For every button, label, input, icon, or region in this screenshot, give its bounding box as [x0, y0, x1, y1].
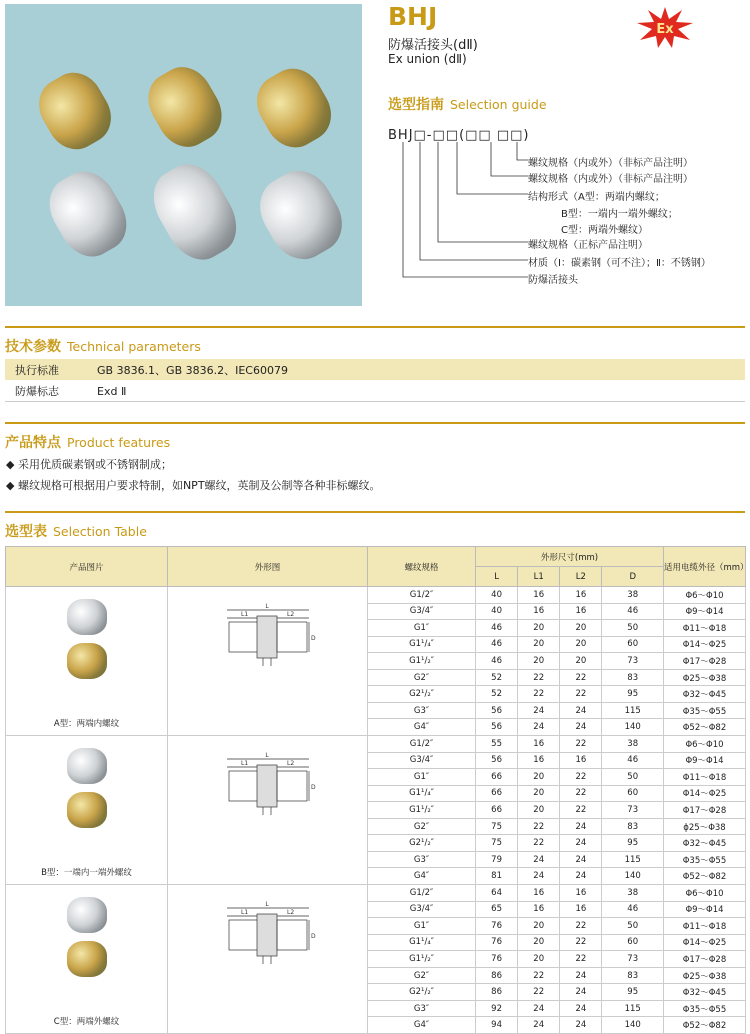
- table-cell: 73: [602, 802, 664, 819]
- table-cell: 16: [518, 587, 560, 604]
- table-cell: 20: [518, 769, 560, 786]
- table-cell: Φ25～Φ38: [664, 967, 746, 984]
- table-cell: G3/4″: [368, 901, 476, 918]
- table-row: [6, 885, 746, 902]
- table-cell: 60: [602, 785, 664, 802]
- table-cell: G3″: [368, 851, 476, 868]
- type-label: C型：两端外螺纹: [53, 1017, 120, 1027]
- table-cell: Φ52～Φ82: [664, 719, 746, 736]
- table-row: [6, 587, 746, 604]
- table-cell: 73: [602, 653, 664, 670]
- ex-badge-icon: [636, 6, 694, 48]
- table-cell: 24: [560, 967, 602, 984]
- technical-title-en: Technical parameters: [67, 339, 201, 354]
- table-cell: 66: [476, 802, 518, 819]
- tech-row: [5, 359, 745, 380]
- table-cell: 24: [560, 835, 602, 852]
- table-cell: 24: [560, 1017, 602, 1034]
- table-cell: 50: [602, 918, 664, 935]
- table-cell: Φ9～Φ14: [664, 901, 746, 918]
- table-cell: 24: [560, 719, 602, 736]
- table-cell: 22: [560, 802, 602, 819]
- col-cable: 适用电缆外径（mm）: [664, 547, 746, 587]
- table-cell: 38: [602, 587, 664, 604]
- table-cell: Φ17～Φ28: [664, 951, 746, 968]
- table-cell: 20: [518, 785, 560, 802]
- table-cell: 73: [602, 951, 664, 968]
- table-cell: 95: [602, 835, 664, 852]
- table-cell: 20: [518, 934, 560, 951]
- table-cell: 20: [518, 620, 560, 637]
- table-cell: 16: [518, 901, 560, 918]
- table-cell: 76: [476, 918, 518, 935]
- tech-key: 防爆标志: [15, 385, 59, 398]
- table-cell: 46: [476, 653, 518, 670]
- feature-item: ◆ 螺纹规格可根据用户要求特制，如NPT螺纹，英制及公制等各种非标螺纹。: [6, 479, 381, 492]
- table-cell: 81: [476, 868, 518, 885]
- table-cell: 79: [476, 851, 518, 868]
- technical-heading: [5, 336, 201, 356]
- selection-table-title-en: Selection Table: [53, 524, 147, 539]
- guide-item: 螺纹规格（正标产品注明）: [528, 240, 648, 251]
- table-cell: G1″: [368, 769, 476, 786]
- table-cell: 24: [518, 851, 560, 868]
- table-cell: Φ14～Φ25: [664, 636, 746, 653]
- table-cell: Φ14～Φ25: [664, 934, 746, 951]
- product-image-cell: [6, 587, 168, 736]
- col-drawing: 外形图: [168, 547, 368, 587]
- table-cell: 24: [560, 1000, 602, 1017]
- table-cell: 46: [476, 620, 518, 637]
- table-cell: 95: [602, 686, 664, 703]
- col-D: D: [602, 567, 664, 587]
- product-name-en: Ex union (dⅡ): [388, 52, 467, 66]
- table-cell: 16: [560, 885, 602, 902]
- dim-D: D: [310, 933, 316, 940]
- selection-guide-lines: [395, 142, 525, 282]
- guide-item: B型：一端内一端外螺纹；: [561, 209, 678, 220]
- table-cell: 20: [560, 620, 602, 637]
- dim-L1: L1: [240, 760, 248, 767]
- dim-L: L: [264, 603, 269, 610]
- selection-table-heading: [5, 521, 147, 541]
- photo-silver-b: [67, 748, 107, 784]
- features-heading: [5, 432, 170, 452]
- table-cell: 20: [560, 636, 602, 653]
- ex-badge-text: Ex: [656, 22, 674, 37]
- table-cell: G2¹/₂″: [368, 686, 476, 703]
- table-cell: 24: [518, 702, 560, 719]
- table-cell: 24: [518, 719, 560, 736]
- col-photo: 产品图片: [6, 547, 168, 587]
- product-image-cell: [6, 736, 168, 885]
- table-cell: 95: [602, 984, 664, 1001]
- table-cell: 75: [476, 818, 518, 835]
- table-cell: 76: [476, 951, 518, 968]
- table-cell: 20: [518, 918, 560, 935]
- table-cell: 24: [560, 818, 602, 835]
- table-cell: 24: [560, 702, 602, 719]
- drawing-cell: [168, 587, 368, 736]
- table-cell: 55: [476, 736, 518, 753]
- product-photo: [5, 4, 362, 306]
- dim-L2: L2: [286, 611, 294, 618]
- table-cell: G1″: [368, 620, 476, 637]
- table-cell: Φ6～Φ10: [664, 587, 746, 604]
- table-cell: 75: [476, 835, 518, 852]
- table-cell: Φ11～Φ18: [664, 918, 746, 935]
- col-L: L: [476, 567, 518, 587]
- table-cell: 16: [518, 885, 560, 902]
- model-code: BHJ□-□□(□□ □□): [388, 128, 530, 143]
- table-cell: Φ32～Φ45: [664, 686, 746, 703]
- table-cell: G1″: [368, 918, 476, 935]
- dim-L2: L2: [286, 760, 294, 767]
- table-cell: 86: [476, 967, 518, 984]
- table-cell: Φ14～Φ25: [664, 785, 746, 802]
- technical-title-cn: 技术参数: [5, 339, 61, 355]
- fitting-silver-2: [142, 153, 249, 270]
- table-cell: 22: [560, 769, 602, 786]
- guide-item: 防爆活接头: [528, 275, 578, 286]
- table-cell: G2″: [368, 818, 476, 835]
- table-cell: 86: [476, 984, 518, 1001]
- table-cell: G1/2″: [368, 736, 476, 753]
- tech-value: GB 3836.1、GB 3836.2、IEC60079: [97, 363, 288, 377]
- table-cell: 22: [518, 984, 560, 1001]
- table-cell: 50: [602, 769, 664, 786]
- table-cell: 24: [560, 984, 602, 1001]
- table-cell: 22: [560, 951, 602, 968]
- table-cell: Φ25～Φ38: [664, 669, 746, 686]
- dim-D: D: [310, 635, 316, 642]
- table-cell: Φ11～Φ18: [664, 620, 746, 637]
- table-cell: Φ52～Φ82: [664, 1017, 746, 1034]
- photo-gold-b: [67, 792, 107, 828]
- table-cell: 140: [602, 719, 664, 736]
- table-cell: 60: [602, 636, 664, 653]
- table-cell: Φ35～Φ55: [664, 851, 746, 868]
- fitting-gold-1: [29, 63, 121, 159]
- table-cell: Φ9～Φ14: [664, 752, 746, 769]
- selection-guide-title-cn: 选型指南: [388, 97, 444, 113]
- outline-drawing-a: [223, 602, 316, 672]
- table-cell: G1¹/₂″: [368, 951, 476, 968]
- table-cell: 16: [518, 752, 560, 769]
- drawing-cell: [168, 736, 368, 885]
- table-cell: G4″: [368, 868, 476, 885]
- product-name-cn: 防爆活接头(dⅡ): [388, 38, 478, 53]
- table-cell: 16: [560, 901, 602, 918]
- selection-guide-heading: [388, 94, 547, 114]
- table-cell: G1/2″: [368, 587, 476, 604]
- table-cell: 22: [560, 918, 602, 935]
- table-cell: 22: [560, 736, 602, 753]
- table-cell: 76: [476, 934, 518, 951]
- table-cell: Φ11～Φ18: [664, 769, 746, 786]
- table-cell: G3/4″: [368, 603, 476, 620]
- table-cell: 22: [560, 934, 602, 951]
- dim-L1: L1: [240, 611, 248, 618]
- feature-item: ◆ 采用优质碳素钢或不锈钢制成；: [6, 458, 172, 471]
- table-cell: G2″: [368, 967, 476, 984]
- dim-L2: L2: [286, 909, 294, 916]
- table-cell: 140: [602, 868, 664, 885]
- table-cell: 24: [518, 1000, 560, 1017]
- guide-item: 螺纹规格（内或外）（非标产品注明）: [528, 174, 693, 185]
- table-cell: 66: [476, 769, 518, 786]
- table-cell: 24: [518, 868, 560, 885]
- table-cell: 46: [602, 603, 664, 620]
- table-cell: Φ32～Φ45: [664, 984, 746, 1001]
- table-cell: G1¹/₄″: [368, 785, 476, 802]
- table-cell: Φ9～Φ14: [664, 603, 746, 620]
- table-cell: 115: [602, 851, 664, 868]
- table-cell: 16: [560, 752, 602, 769]
- table-cell: 24: [560, 851, 602, 868]
- table-cell: 52: [476, 669, 518, 686]
- divider: [5, 511, 745, 513]
- table-cell: G1¹/₄″: [368, 934, 476, 951]
- table-cell: 46: [476, 636, 518, 653]
- table-cell: 83: [602, 818, 664, 835]
- table-cell: G1¹/₂″: [368, 802, 476, 819]
- table-cell: 40: [476, 587, 518, 604]
- table-cell: G3″: [368, 1000, 476, 1017]
- guide-item: C型：两端外螺纹）: [561, 225, 648, 236]
- table-cell: 20: [560, 653, 602, 670]
- col-L1: L1: [518, 567, 560, 587]
- outline-drawing-c: [223, 900, 316, 970]
- table-cell: 22: [560, 669, 602, 686]
- table-cell: G2″: [368, 669, 476, 686]
- table-cell: G4″: [368, 719, 476, 736]
- outline-drawing-b: [223, 751, 316, 821]
- type-label: A型：两端内螺纹: [53, 719, 120, 729]
- fitting-silver-3: [248, 160, 353, 270]
- type-label: B型：一端内一端外螺纹: [41, 868, 132, 878]
- table-cell: 50: [602, 620, 664, 637]
- table-cell: 38: [602, 736, 664, 753]
- table-cell: 20: [518, 951, 560, 968]
- table-cell: 22: [518, 818, 560, 835]
- selection-guide-title-en: Selection guide: [450, 97, 547, 112]
- table-cell: 22: [560, 686, 602, 703]
- table-cell: 66: [476, 785, 518, 802]
- divider: [5, 326, 745, 328]
- table-cell: G2¹/₂″: [368, 835, 476, 852]
- table-cell: G3/4″: [368, 752, 476, 769]
- table-cell: 83: [602, 967, 664, 984]
- col-thread: 螺纹规格: [368, 547, 476, 587]
- table-cell: Φ17～Φ28: [664, 653, 746, 670]
- table-cell: 56: [476, 752, 518, 769]
- selection-table-title-cn: 选型表: [5, 524, 47, 540]
- selection-table: [5, 546, 749, 1034]
- guide-item: 材质（Ⅰ：碳素钢（可不注）；Ⅱ：不锈钢）: [528, 258, 711, 269]
- table-cell: 16: [518, 736, 560, 753]
- table-cell: Φ17～Φ28: [664, 802, 746, 819]
- table-cell: 22: [518, 686, 560, 703]
- table-cell: 22: [518, 835, 560, 852]
- fitting-gold-3: [246, 59, 341, 158]
- table-cell: 22: [560, 785, 602, 802]
- table-cell: 22: [518, 967, 560, 984]
- table-cell: G1¹/₄″: [368, 636, 476, 653]
- table-cell: 38: [602, 885, 664, 902]
- table-cell: G3″: [368, 702, 476, 719]
- dim-L: L: [264, 901, 269, 908]
- table-cell: 40: [476, 603, 518, 620]
- table-cell: 56: [476, 702, 518, 719]
- tech-row: [5, 381, 745, 402]
- table-cell: 115: [602, 702, 664, 719]
- dim-L: L: [264, 752, 269, 759]
- table-row: [6, 736, 746, 753]
- table-cell: ϕ25～Φ38: [664, 818, 746, 835]
- table-cell: 94: [476, 1017, 518, 1034]
- table-cell: 16: [560, 587, 602, 604]
- table-cell: 24: [518, 1017, 560, 1034]
- table-cell: 65: [476, 901, 518, 918]
- table-cell: Φ35～Φ55: [664, 702, 746, 719]
- product-image-cell: [6, 885, 168, 1034]
- table-cell: 46: [602, 901, 664, 918]
- drawing-cell: [168, 885, 368, 1034]
- table-cell: 92: [476, 1000, 518, 1017]
- photo-silver-c: [67, 897, 107, 933]
- table-cell: Φ52～Φ82: [664, 868, 746, 885]
- table-cell: 64: [476, 885, 518, 902]
- col-dims: 外形尺寸(mm): [476, 547, 664, 567]
- table-cell: 46: [602, 752, 664, 769]
- table-cell: Φ6～Φ10: [664, 885, 746, 902]
- table-cell: G1/2″: [368, 885, 476, 902]
- table-cell: 83: [602, 669, 664, 686]
- tech-value: Exd Ⅱ: [97, 384, 127, 398]
- photo-silver-a: [67, 599, 107, 635]
- table-cell: 20: [518, 636, 560, 653]
- table-cell: 22: [518, 669, 560, 686]
- table-cell: Φ6～Φ10: [664, 736, 746, 753]
- col-L2: L2: [560, 567, 602, 587]
- guide-item: 结构形式（A型：两端内螺纹；: [528, 192, 665, 203]
- table-cell: Φ35～Φ55: [664, 1000, 746, 1017]
- table-cell: 16: [560, 603, 602, 620]
- table-cell: 56: [476, 719, 518, 736]
- photo-gold-a: [67, 643, 107, 679]
- features-title-cn: 产品特点: [5, 435, 61, 451]
- table-cell: 24: [560, 868, 602, 885]
- table-cell: 20: [518, 653, 560, 670]
- divider: [5, 422, 745, 424]
- table-cell: 16: [518, 603, 560, 620]
- table-cell: G2¹/₂″: [368, 984, 476, 1001]
- table-cell: 60: [602, 934, 664, 951]
- table-cell: 115: [602, 1000, 664, 1017]
- dim-L1: L1: [240, 909, 248, 916]
- product-code: BHJ: [388, 2, 438, 31]
- dim-D: D: [310, 784, 316, 791]
- features-title-en: Product features: [67, 435, 171, 450]
- fitting-silver-1: [38, 161, 137, 267]
- photo-gold-c: [67, 941, 107, 977]
- table-cell: 140: [602, 1017, 664, 1034]
- tech-key: 执行标准: [15, 363, 59, 377]
- table-cell: G4″: [368, 1017, 476, 1034]
- table-cell: Φ32～Φ45: [664, 835, 746, 852]
- table-cell: 20: [518, 802, 560, 819]
- fitting-gold-2: [138, 57, 232, 157]
- guide-item: 螺纹规格（内或外）（非标产品注明）: [528, 158, 693, 169]
- table-cell: G1¹/₂″: [368, 653, 476, 670]
- table-cell: 52: [476, 686, 518, 703]
